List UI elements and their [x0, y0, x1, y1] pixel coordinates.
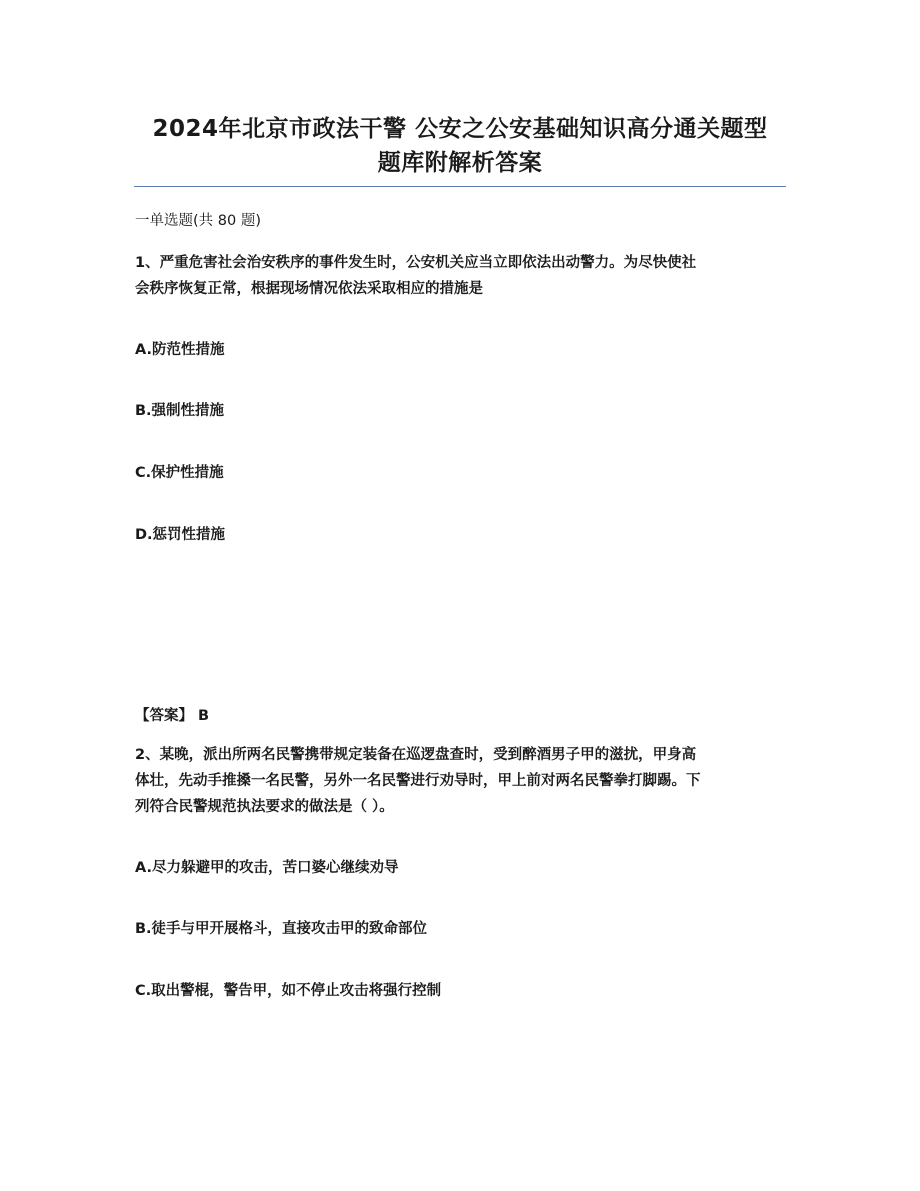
- question-2-option-c: C.取出警棍，警告甲，如不停止攻击将强行控制: [135, 983, 442, 999]
- title-divider: [134, 186, 786, 187]
- question-1-option-b: B.强制性措施: [135, 403, 225, 419]
- question-2-stem-line-2: 体壮，先动手推搡一名民警，另外一名民警进行劝导时，甲上前对两名民警拳打脚踢。下: [135, 773, 701, 789]
- question-1-option-a: A.防范性措施: [135, 342, 225, 358]
- question-1-stem-line-1: 1、严重危害社会治安秩序的事件发生时，公安机关应当立即依法出动警力。为尽快使社: [135, 255, 697, 271]
- question-2-stem-line-3: 列符合民警规范执法要求的做法是（ ）。: [135, 799, 394, 815]
- document-title: [120, 112, 800, 180]
- title-line-1: 2024年北京市政法干警 公安之公安基础知识高分通关题型: [152, 116, 768, 142]
- question-1-answer: 【答案】 B: [135, 708, 210, 724]
- question-1-stem-line-2: 会秩序恢复正常，根据现场情况依法采取相应的措施是: [135, 281, 483, 297]
- section-header: 一单选题(共 80 题): [135, 213, 261, 229]
- question-2-stem-line-1: 2、某晚，派出所两名民警携带规定装备在巡逻盘查时，受到醉酒男子甲的滋扰，甲身高: [135, 747, 697, 763]
- question-2-option-a: A.尽力躲避甲的攻击，苦口婆心继续劝导: [135, 860, 399, 876]
- title-line-2: 题库附解析答案: [377, 150, 543, 176]
- question-2-option-b: B.徒手与甲开展格斗，直接攻击甲的致命部位: [135, 921, 428, 937]
- question-1-option-d: D.惩罚性措施: [135, 527, 226, 543]
- question-1-option-c: C.保护性措施: [135, 465, 224, 481]
